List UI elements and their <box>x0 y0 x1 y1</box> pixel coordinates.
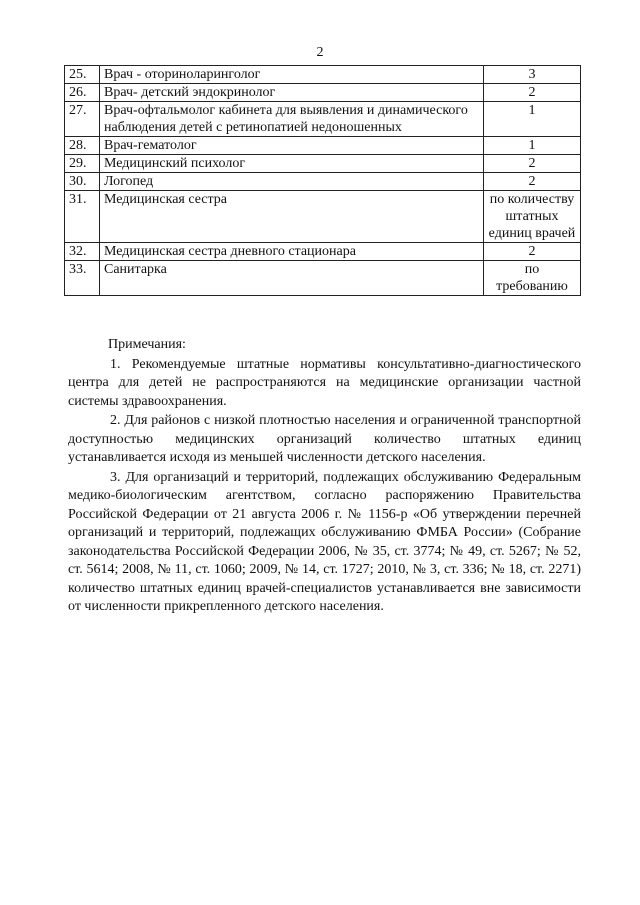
notes-heading: Примечания: <box>108 337 186 352</box>
row-number: 30. <box>65 173 100 191</box>
position-quantity: 1 <box>484 102 581 137</box>
position-name: Врач - оториноларинголог <box>100 66 484 84</box>
position-quantity: по количеству штатных единиц врачей <box>484 191 581 243</box>
row-number: 26. <box>65 84 100 102</box>
position-name: Врач- детский эндокринолог <box>100 84 484 102</box>
staff-table <box>64 65 581 296</box>
notes-section <box>68 336 581 618</box>
note-paragraph: 2. Для районов с низкой плотностью населения и ограниченной транспортной доступностью медицинских организаций количество штатных единиц устанавливается исходя из меньшей численности детского населения. <box>68 413 581 465</box>
page-number: 2 <box>316 45 324 60</box>
position-name: Врач-офтальмолог кабинета для выявления и динамического наблюдения детей с ретинопатией недоношенных <box>100 102 484 137</box>
position-name: Медицинский психолог <box>100 155 484 173</box>
row-number: 33. <box>65 261 100 296</box>
position-name: Врач-гематолог <box>100 137 484 155</box>
table-row <box>65 84 581 102</box>
table-row <box>65 191 581 243</box>
position-name: Санитарка <box>100 261 484 296</box>
position-quantity: 2 <box>484 243 581 261</box>
table-row <box>65 137 581 155</box>
position-name: Медицинская сестра дневного стационара <box>100 243 484 261</box>
row-number: 25. <box>65 66 100 84</box>
position-quantity: 3 <box>484 66 581 84</box>
position-quantity: 2 <box>484 84 581 102</box>
table-row <box>65 261 581 296</box>
note-paragraph: 3. Для организаций и территорий, подлежащих обслуживанию Федеральным медико-биологическим агентством, согласно распоряжению Правительства Российской Федерации от 21 августа 2006 г. № 1156-р «Об утверждении перечней организаций и территорий, подлежащих обслуживанию ФМБА России» (Собрание законодательства Российской Федерации 2006, № 35, ст. 3774; № 49, ст. 5267; № 52, ст. 5614; 2008, № 11, ст. 1060; 2009, № 14, ст. 1727; 2010, № 3, ст. 336; № 18, ст. 2271) количество штатных единиц врачей-специалистов устанавливается вне зависимости от численности прикрепленного детского населения. <box>68 469 581 614</box>
position-name: Логопед <box>100 173 484 191</box>
row-number: 28. <box>65 137 100 155</box>
position-name: Медицинская сестра <box>100 191 484 243</box>
table-row <box>65 173 581 191</box>
row-number: 32. <box>65 243 100 261</box>
note-paragraph: 1. Рекомендуемые штатные нормативы консультативно-диагностического центра для детей не распространяются на медицинские организации частной системы здравоохранения. <box>68 356 581 409</box>
position-quantity: по требованию <box>484 261 581 296</box>
table-row <box>65 66 581 84</box>
row-number: 27. <box>65 102 100 137</box>
table-row <box>65 102 581 137</box>
table-row <box>65 155 581 173</box>
position-quantity: 1 <box>484 137 581 155</box>
row-number: 31. <box>65 191 100 243</box>
row-number: 29. <box>65 155 100 173</box>
position-quantity: 2 <box>484 155 581 173</box>
position-quantity: 2 <box>484 173 581 191</box>
table-row <box>65 243 581 261</box>
